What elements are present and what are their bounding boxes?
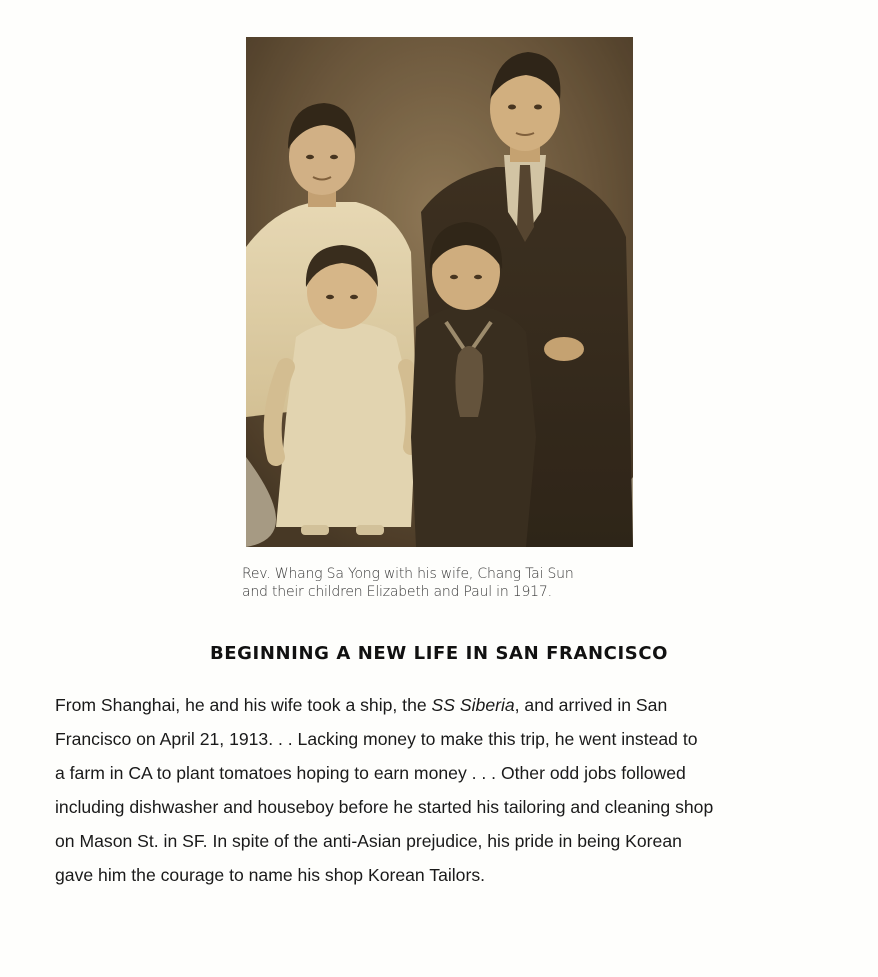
body-line-1-start: From Shanghai, he and his wife took a ship, the (55, 695, 432, 715)
family-portrait-photo (246, 37, 633, 547)
photo-caption (242, 565, 662, 601)
body-line-6: gave him the courage to name his shop Korean Tailors. (55, 865, 485, 885)
ship-name: SS Siberia (431, 695, 515, 715)
section-heading: BEGINNING A NEW LIFE IN SAN FRANCISCO (209, 643, 669, 664)
caption-line-2: and their children Elizabeth and Paul in 1917. (242, 584, 552, 600)
body-line-5: on Mason St. in SF. In spite of the anti-Asian prejudice, his pride in being Korean (55, 831, 682, 851)
body-line-1-end: , and arrived in San (514, 695, 668, 715)
body-line-4: including dishwasher and houseboy before he started his tailoring and cleaning shop (55, 797, 714, 817)
body-paragraph (55, 688, 845, 892)
caption-line-1: Rev. Whang Sa Yong with his wife, Chang Tai Sun (242, 566, 574, 582)
body-line-1 (55, 688, 845, 722)
portrait-illustration (246, 37, 633, 547)
body-line-2: Francisco on April 21, 1913. . . Lacking money to make this trip, he went instead to (55, 729, 698, 749)
body-line-3: a farm in CA to plant tomatoes hoping to earn money . . . Other odd jobs followed (55, 763, 686, 783)
